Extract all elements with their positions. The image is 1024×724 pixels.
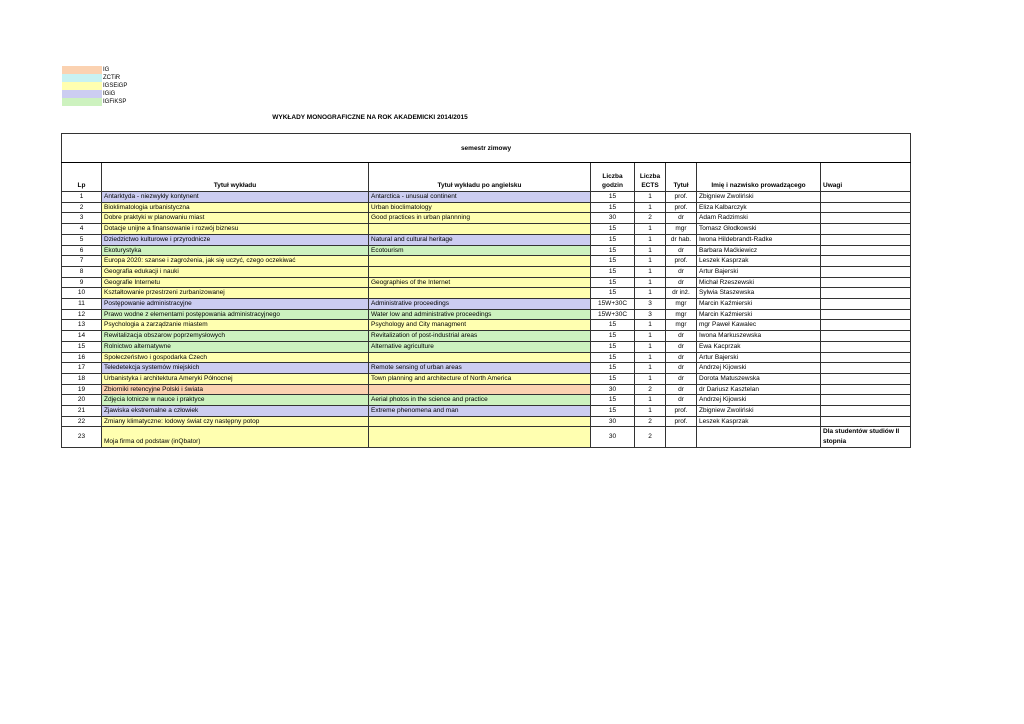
title-en-cell: Alternative agriculture [369,341,591,352]
degree-cell: dr [666,331,697,342]
notes-cell [821,245,911,256]
table-row [62,406,911,417]
lecturer-cell: Zbigniew Zwoliński [697,406,821,417]
table-row [62,234,911,245]
lp-cell: 21 [62,406,102,417]
lp-cell: 14 [62,331,102,342]
hours-cell: 15 [591,224,635,235]
lp-cell: 8 [62,266,102,277]
legend-item [62,98,127,106]
ects-cell: 2 [635,416,666,427]
legend-item [62,90,127,98]
table-row [62,245,911,256]
lp-cell: 1 [62,192,102,203]
hours-cell: 15 [591,373,635,384]
legend-item [62,82,127,90]
ects-cell: 1 [635,234,666,245]
title-pl-cell: Geografie Internetu [102,277,369,288]
lp-cell: 3 [62,213,102,224]
notes-cell [821,224,911,235]
notes-cell [821,373,911,384]
lectures-table [61,133,911,448]
title-en-cell [369,288,591,299]
table-row [62,213,911,224]
lecturer-cell: Iwona Hildebrandt-Radke [697,234,821,245]
table-row [62,202,911,213]
notes-cell [821,384,911,395]
lp-cell: 6 [62,245,102,256]
notes-cell [821,277,911,288]
lp-cell: 16 [62,352,102,363]
column-header-lecturer: Imię i nazwisko prowadzącego [697,163,821,192]
lp-cell: 15 [62,341,102,352]
notes-cell [821,256,911,267]
title-en-cell [369,352,591,363]
lecturer-cell: Iwona Markuszewska [697,331,821,342]
notes-cell [821,406,911,417]
title-pl-cell: Dobre praktyki w planowaniu miast [102,213,369,224]
title-pl-cell: Psychologia a zarządzanie miastem [102,320,369,331]
hours-cell: 15 [591,352,635,363]
degree-cell: dr [666,363,697,374]
lecturer-cell: Marcin Kaźmierski [697,299,821,310]
hours-cell: 15 [591,277,635,288]
title-en-cell: Good practices in urban plannning [369,213,591,224]
lecturer-cell: Leszek Kasprzak [697,256,821,267]
hours-cell: 15W+30C [591,299,635,310]
table-row [62,341,911,352]
column-header-degree: Tytuł [666,163,697,192]
lp-cell: 5 [62,234,102,245]
title-pl-cell: Geografia edukacji i nauki [102,266,369,277]
title-en-cell: Psychology and City managment [369,320,591,331]
legend-swatch [62,90,102,98]
title-pl-cell: Rewitalizacja obszarow poprzemysłowych [102,331,369,342]
notes-cell [821,363,911,374]
table-row [62,288,911,299]
hours-cell: 15 [591,288,635,299]
degree-cell: dr [666,277,697,288]
degree-cell: dr [666,384,697,395]
title-en-cell: Geographies of the Internet [369,277,591,288]
ects-cell: 1 [635,245,666,256]
table-row [62,416,911,427]
column-header-notes: Uwagi [821,163,911,192]
ects-cell: 1 [635,341,666,352]
title-en-cell: Revitalization of post-industrial areas [369,331,591,342]
ects-cell: 1 [635,363,666,374]
title-pl-cell: Antarktyda - niezwykły kontynent [102,192,369,203]
table-row [62,309,911,320]
title-en-cell: Town planning and architecture of North America [369,373,591,384]
table-row [62,352,911,363]
legend-swatch [62,66,102,74]
degree-cell: mgr [666,224,697,235]
hours-cell: 15 [591,395,635,406]
title-en-cell: Water low and administrative proceedings [369,309,591,320]
title-pl-cell: Dotacje unijne a finansowanie i rozwój biznesu [102,224,369,235]
degree-cell: prof. [666,406,697,417]
table-row [62,256,911,267]
title-en-cell: Administrative proceedings [369,299,591,310]
title-pl-cell: Moja firma od podstaw (inQbator) [102,427,369,447]
lp-cell: 17 [62,363,102,374]
lecturer-cell: Dorota Matuszewska [697,373,821,384]
degree-cell: dr [666,213,697,224]
lecturer-cell: Eliza Kalbarczyk [697,202,821,213]
table-row [62,384,911,395]
degree-cell: dr [666,395,697,406]
notes-cell [821,213,911,224]
title-en-cell: Natural and cultural heritage [369,234,591,245]
title-pl-cell: Postępowanie administracyjne [102,299,369,310]
column-header-row [62,163,911,192]
lp-cell: 7 [62,256,102,267]
table-row [62,427,911,447]
ects-cell: 3 [635,309,666,320]
hours-cell: 30 [591,427,635,447]
degree-cell: dr [666,373,697,384]
lp-cell: 11 [62,299,102,310]
title-en-cell [369,266,591,277]
legend-label: IGFiKSP [103,99,127,105]
lp-cell: 12 [62,309,102,320]
table-row [62,266,911,277]
degree-cell: prof. [666,202,697,213]
notes-cell: Dla studentów studiów II stopnia [821,427,911,447]
hours-cell: 15 [591,363,635,374]
title-pl-cell: Kształtowanie przestrzeni zurbanizowanej [102,288,369,299]
notes-cell [821,234,911,245]
ects-cell: 1 [635,256,666,267]
legend-swatch [62,82,102,90]
column-header-hours: Liczba godzin [591,163,635,192]
title-en-cell: Ecotourism [369,245,591,256]
title-pl-cell: Społeczeństwo i gospodarka Czech [102,352,369,363]
ects-cell: 1 [635,352,666,363]
degree-cell: dr [666,352,697,363]
ects-cell: 1 [635,320,666,331]
column-header-lp: Lp [62,163,102,192]
lecturer-cell: Marcin Kaźmierski [697,309,821,320]
title-pl-cell: Urbanistyka i architektura Ameryki Północnej [102,373,369,384]
table-body [62,192,911,448]
lp-cell: 23 [62,427,102,447]
degree-cell [666,427,697,447]
ects-cell: 1 [635,277,666,288]
table-row [62,363,911,374]
notes-cell [821,202,911,213]
lecturer-cell: Michał Rzeszewski [697,277,821,288]
title-en-cell: Urban bioclimatology [369,202,591,213]
ects-cell: 1 [635,224,666,235]
document-title: WYKŁADY MONOGRAFICZNE NA ROK AKADEMICKI 2014/2015 [272,114,468,121]
title-pl-cell: Zdjęcia lotnicze w nauce i praktyce [102,395,369,406]
lp-cell: 18 [62,373,102,384]
title-pl-cell: Zjawiska ekstremalne a człowiek [102,406,369,417]
title-en-cell: Extreme phenomena and man [369,406,591,417]
color-legend [62,66,127,106]
lp-cell: 2 [62,202,102,213]
title-en-cell [369,384,591,395]
legend-label: IGiG [103,91,116,97]
hours-cell: 15 [591,245,635,256]
lp-cell: 20 [62,395,102,406]
degree-cell: dr hab. [666,234,697,245]
lecturer-cell: Sylwia Staszewska [697,288,821,299]
legend-item [62,74,127,82]
title-en-cell: Antarctica - unusual continent [369,192,591,203]
lecturer-cell: mgr Paweł Kawalec [697,320,821,331]
table-row [62,192,911,203]
lecturer-cell: Andrzej Kijowski [697,363,821,374]
semester-header: semestr zimowy [62,134,911,163]
ects-cell: 1 [635,406,666,417]
legend-label: ZCTiR [103,75,121,81]
lecturer-cell: Andrzej Kijowski [697,395,821,406]
notes-cell [821,192,911,203]
title-pl-cell: Ekoturystyka [102,245,369,256]
lecturer-cell: Leszek Kasprzak [697,416,821,427]
degree-cell: mgr [666,299,697,310]
hours-cell: 15 [591,331,635,342]
hours-cell: 15 [591,202,635,213]
title-pl-cell: Dziedzictwo kulturowe i przyrodnicze [102,234,369,245]
lp-cell: 10 [62,288,102,299]
hours-cell: 15 [591,234,635,245]
title-pl-cell: Zbiorniki retencyjne Polski i świata [102,384,369,395]
hours-cell: 30 [591,384,635,395]
table-row [62,395,911,406]
table-row [62,224,911,235]
notes-cell [821,288,911,299]
notes-cell [821,266,911,277]
title-pl-cell: Prawo wodne z elementami postępowania administracyjnego [102,309,369,320]
title-en-cell [369,427,591,447]
ects-cell: 1 [635,266,666,277]
lp-cell: 4 [62,224,102,235]
table-row [62,277,911,288]
degree-cell: prof. [666,256,697,267]
degree-cell: dr [666,245,697,256]
lecturer-cell: Barbara Maćkiewicz [697,245,821,256]
title-en-cell [369,256,591,267]
title-en-cell: Aerial photos in the science and practice [369,395,591,406]
ects-cell: 2 [635,384,666,395]
ects-cell: 3 [635,299,666,310]
ects-cell: 2 [635,213,666,224]
hours-cell: 15 [591,406,635,417]
ects-cell: 1 [635,395,666,406]
column-header-title-en: Tytuł wykładu po angielsku [369,163,591,192]
lecturer-cell: Adam Radzimski [697,213,821,224]
notes-cell [821,309,911,320]
hours-cell: 15 [591,266,635,277]
table-row [62,373,911,384]
notes-cell [821,352,911,363]
hours-cell: 15 [591,341,635,352]
lecturer-cell [697,427,821,447]
legend-item [62,66,127,74]
lecturer-cell: Tomasz Głodkowski [697,224,821,235]
legend-swatch [62,98,102,106]
degree-cell: mgr [666,320,697,331]
legend-swatch [62,74,102,82]
degree-cell: dr [666,266,697,277]
lp-cell: 9 [62,277,102,288]
hours-cell: 15W+30C [591,309,635,320]
table-row [62,299,911,310]
degree-cell: mgr [666,309,697,320]
legend-label: IGSEiGP [103,83,128,89]
lecturer-cell: Artur Bajerski [697,266,821,277]
title-en-cell: Remote sensing of urban areas [369,363,591,374]
hours-cell: 15 [591,320,635,331]
hours-cell: 30 [591,416,635,427]
degree-cell: prof. [666,192,697,203]
column-header-ects: Liczba ECTS [635,163,666,192]
ects-cell: 1 [635,331,666,342]
table-row [62,331,911,342]
table-row [62,320,911,331]
notes-cell [821,331,911,342]
title-pl-cell: Zmiany klimatyczne: lodowy świat czy następny potop [102,416,369,427]
notes-cell [821,395,911,406]
column-header-title-pl: Tytuł wykładu [102,163,369,192]
lp-cell: 19 [62,384,102,395]
hours-cell: 15 [591,256,635,267]
lp-cell: 13 [62,320,102,331]
lecturer-cell: Ewa Kacprzak [697,341,821,352]
lecturer-cell: dr Dariusz Kasztelan [697,384,821,395]
title-pl-cell: Europa 2020: szanse i zagrożenia, jak się uczyć, czego oczekiwać [102,256,369,267]
degree-cell: dr inż. [666,288,697,299]
notes-cell [821,320,911,331]
notes-cell [821,416,911,427]
degree-cell: prof. [666,416,697,427]
degree-cell: dr [666,341,697,352]
hours-cell: 15 [591,192,635,203]
ects-cell: 1 [635,288,666,299]
ects-cell: 2 [635,427,666,447]
title-pl-cell: Rolnictwo alternatywne [102,341,369,352]
lecturer-cell: Zbigniew Zwoliński [697,192,821,203]
title-en-cell [369,224,591,235]
title-pl-cell: Teledetekcja systemów miejskich [102,363,369,374]
title-en-cell [369,416,591,427]
notes-cell [821,341,911,352]
ects-cell: 1 [635,202,666,213]
title-pl-cell: Bioklimatologia urbanistyczna [102,202,369,213]
lp-cell: 22 [62,416,102,427]
notes-cell [821,299,911,310]
hours-cell: 30 [591,213,635,224]
ects-cell: 1 [635,192,666,203]
legend-label: IG [103,67,110,73]
lecturer-cell: Artur Bajerski [697,352,821,363]
ects-cell: 1 [635,373,666,384]
